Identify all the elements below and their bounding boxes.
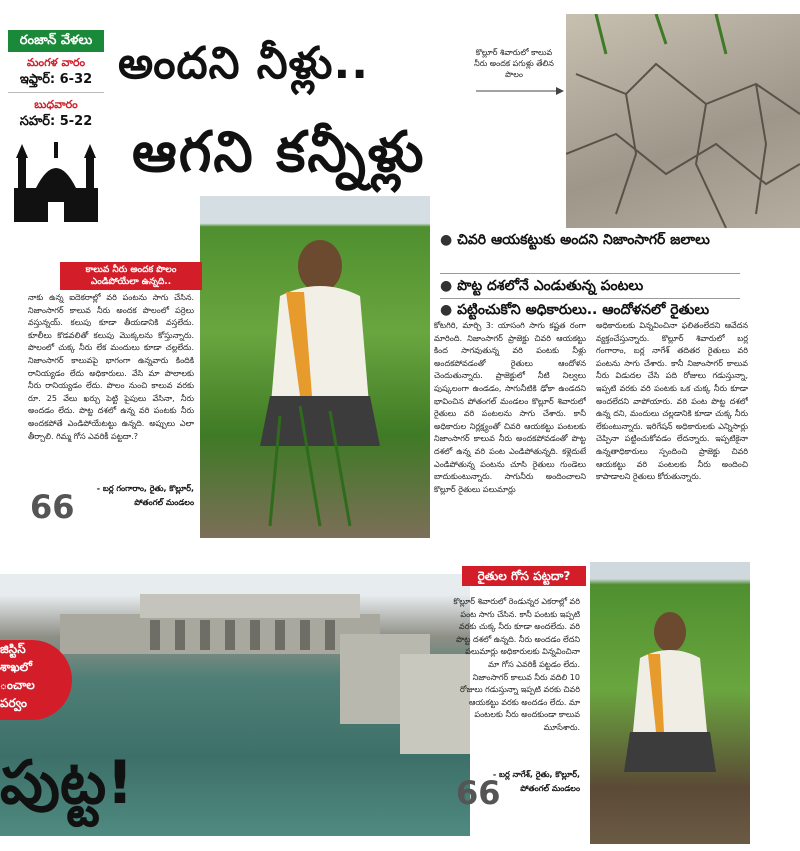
farmer-photo bbox=[200, 196, 430, 538]
ramzan-day1: మంగళ వారం bbox=[26, 56, 86, 69]
farmer-in-field-image bbox=[200, 196, 430, 538]
ramzan-timings-box bbox=[8, 30, 104, 220]
bullet-1: ● చివరి ఆయకట్టుకు అందని నిజాంసాగర్ జలాలు bbox=[440, 232, 710, 248]
promo-line4: పర్వం bbox=[0, 696, 27, 710]
promo-line3: ంచాల bbox=[0, 678, 35, 692]
right-story-body: కొల్లూర్ శివారులో రెండున్నర ఎకరాల్లో వరి పంట సాగు చేసిన. కానీ పంటకు ఇప్పటి వరకు చుక్క నీరు కూడా అందలేదు. వరి పొట్ట దశలో ఉన్నది. నీరు అందడం లేదని పలుమార్లు అధికారులకు విన్నవించినా మా గోస ఎవరికీ పట్టడం లేదు. నిజాంసాగర్ కాలువ నీరు వదిలి 10 రోజులు గడుస్తున్నా ఇప్పటి వరకు చివరి ఆయకట్టు వరకు అందడం లేదు. మా పంటలకు నీరు అందకుండా కాలువ మూసేశారు. bbox=[453, 597, 580, 732]
ramzan-time1: ఇఫ్తార్: 6-32 bbox=[19, 72, 93, 87]
right-story-credit2: పోతంగల్ మండలం bbox=[520, 784, 580, 793]
farmer2-photo bbox=[590, 562, 750, 844]
right-story-credit1: - బర్ల నాగేశ్, రైతు, కొల్లూర్, bbox=[492, 770, 580, 779]
left-story-tag: కాలువ నీరు అందక పొలం ఎండిపోయేలా ఉన్నది.. bbox=[60, 262, 202, 290]
side-bottom-text: పుట్ట! bbox=[0, 748, 134, 818]
left-story-credit1: - బర్ల గంగారాం, రైతు, కొల్లూర్, bbox=[96, 484, 194, 493]
left-story-body: నాకు ఉన్న ఐదెకరాల్లో వరి పంటను సాగు చేసిన. నిజాంసాగర్ కాలువ నీరు అందక పొలంలో పర్రెలు వస్తున్నయ్. కలుపు కూడా తీయడానికి వస్తలేదు. కూలీలు కొడవలితో కలుపు మొక్కలను కోస్తున్నారు. పొలంలో చుక్క నీరు లేక మందులు కూడా చల్లలేదు. నిజాంసాగర్ కాలువపై భాగంగా ఉన్నవారు కిందికి రానియ్యడం లేదు అధికారులు. వేసి మా పొలాలకు నీరు రానియ్యడం లేదు. పొలం నుంచి కాలువ వరకు రూ. 25 వేలు ఖర్చు పెట్టి పైపులు వేసినా, నీరు అందడం లేదు. పొట్ట దశలో ఉన్న వరి పంటకు నీరు అందకపోతే ఎండిపోయేటట్టు ఉన్నది. అప్పులు ఎలా తీర్చాలి. గిమ్మ గోస ఎవరికీ పట్టదా.? bbox=[28, 293, 194, 441]
cracked-field-caption: కొల్లూర్ శివారులో కాలువ నీరు అందక పగుళ్లు తేలిన పొలం bbox=[474, 48, 554, 79]
ramzan-title: రంజాన్ వేళలు bbox=[8, 30, 104, 52]
main-story-col2: అధికారులకు విన్నవించినా ఫలితంలేదని ఆవేదన వ్యక్తంచేస్తున్నారు. కొల్లూర్ శివారులో బర్ల గంగారాం, బర్ల నాగేశ్ తదితర రైతులు వరి పంటను సాగు చేశారు. కానీ నిజాంసాగర్ కాలువ నీరు విడుదల చేసి పది రోజులు గడుస్తున్నా, ఇప్పటి వరకు వరి పంటకు ఒక చుక్క నీరు కూడా అందలేదని వాపోయారు. వరి పంట పొట్ట దశలో ఉన్న దని, మందులు చల్లడానికి కూడా చుక్క నీరు లేకుంటున్నారు. ఇరిగేషన్ అధికారులకు ఎన్నిసార్లు చెప్పినా పట్టించుకోవడం లేదన్నారు. ఇప్పటికైనా ఉన్నతాధికారులు స్పందించి ప్రాజెక్టు చివరి ఆయకట్టు వరి పంటలకు నీరు అందించి కాపాడాలని రైతులు కోరుతున్నారు. bbox=[596, 321, 748, 482]
bullet-2-text: పొట్ట దశలోనే ఎండుతున్న పంటలు bbox=[457, 278, 644, 294]
left-story-credit2: పోతంగల్ మండలం bbox=[134, 498, 194, 507]
promo-line2: శాఖలో bbox=[0, 660, 32, 674]
promo-badge bbox=[0, 640, 72, 720]
ramzan-time2: సహర్: 5-22 bbox=[19, 114, 93, 129]
promo-line1: జిస్టిస్ bbox=[0, 642, 26, 656]
headline-line2: ఆగని కన్నీళ్లు bbox=[132, 120, 426, 185]
ramzan-day2: బుధవారం bbox=[34, 98, 78, 111]
right-story-tag: రైతుల గోస పట్టదా? bbox=[462, 566, 586, 586]
bullet-1-text: చివరి ఆయకట్టుకు అందని నిజాంసాగర్ జలాలు bbox=[457, 232, 710, 248]
arrow-icon bbox=[476, 86, 566, 96]
mosque-icon bbox=[8, 138, 104, 222]
headline-line1: అందని నీళ్లు.. bbox=[118, 38, 369, 89]
main-story-col1: కోటగిరి, మార్చి 3: యాసంగి సాగు కష్టత రంగా మారింది. నిజాంసాగర్ ప్రాజెక్టు చివరి ఆయకట్టు కింద సాగవుతున్న వరి పంటకు నీళ్లు అందకపోవడంతో రైతులు ఆందోళన చెందుతున్నారు. ప్రాజెక్టులో నీటి నిల్వలు పుష్కలంగా ఉండడం, సాగునీటికి ఢోకా ఉండదని భావించిన పోతంగల్ మండలం కొల్లూర్ శివారులో రైతులు వరి పంటలను సాగు చేశారు. కానీ అధికారుల నిర్లక్ష్యంతో చివరి ఆయకట్టు పంటలకు నిజాంసాగర్ కాలువ నీరు అందకపోవడంతో పొట్ట దశలో ఉన్న వరి పంట ఎండిపోతున్నది. కళ్లెదుటే ఎండిపోతున్న పంటను చూసి రైతులు గుండెలు బాదుకుంటున్నారు. సాగునీరు అందించాలని కొల్లూర్ రైతులు పలుమార్లు bbox=[434, 321, 586, 494]
quote-mark-icon-2: 66 bbox=[456, 774, 501, 812]
farmer-crouching-image bbox=[590, 562, 750, 844]
cracked-soil-image bbox=[566, 14, 800, 228]
bullet-3: ● పట్టించుకోని అధికారులు.. ఆందోళనలో రైతులు bbox=[440, 302, 710, 318]
bullet-2: ● పొట్ట దశలోనే ఎండుతున్న పంటలు bbox=[440, 278, 644, 294]
bullet-3-text: పట్టించుకోని అధికారులు.. ఆందోళనలో రైతులు bbox=[457, 302, 710, 318]
cracked-field-photo bbox=[566, 14, 800, 228]
quote-mark-icon: 66 bbox=[30, 488, 75, 526]
